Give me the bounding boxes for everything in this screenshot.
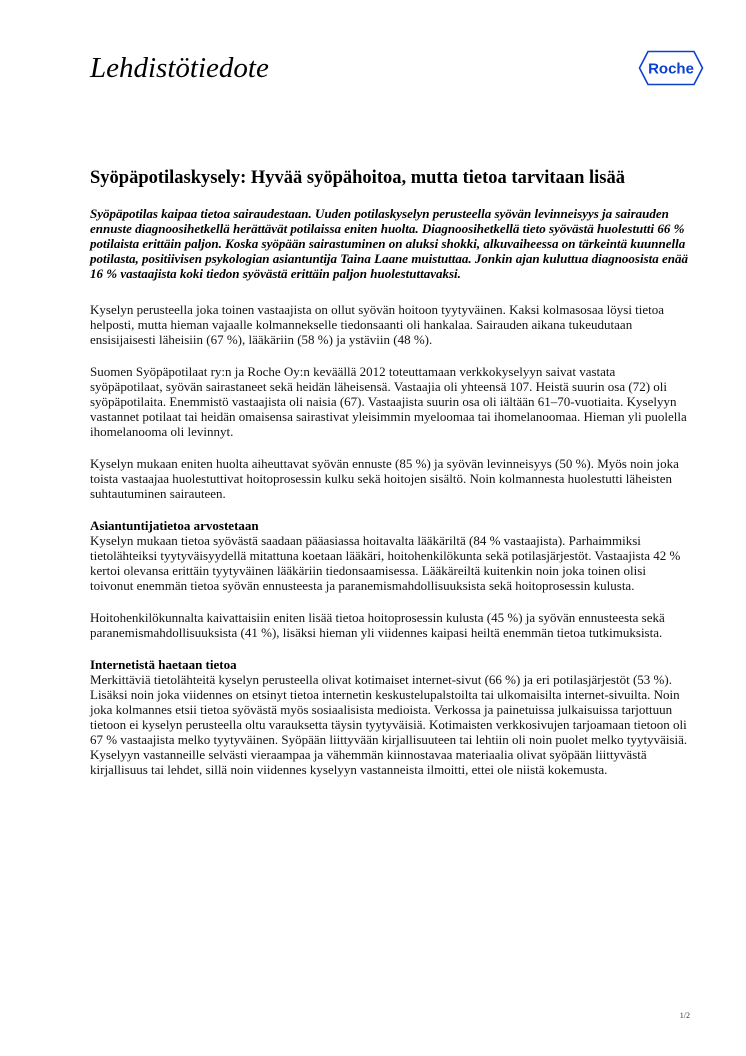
press-release-body <box>90 166 690 794</box>
body-paragraph: Kyselyn mukaan eniten huolta aiheuttavat syövän ennuste (85 %) ja syövän levinneisyys (50 %). Myös noin joka toista vastaajaa huolestuttivat hoitoprosessin kulku sekä hoitojen sisältö. Noin kolmannesta huolestutti läheisten suhtautuminen sairauteen. <box>90 456 679 501</box>
document-type-title: Lehdistötiedote <box>90 52 269 84</box>
body-paragraph: Suomen Syöpäpotilaat ry:n ja Roche Oy:n keväällä 2012 toteuttamaan verkkokyselyyn saivat vastata syöpäpotilaat, syövän sairastaneet sekä heidän läheisensä. Vastaajia oli yhteensä 107. Heistä suurin osa (72) oli syöpäpotilaita. Enemmistö vastaajista oli naisia (67). Vastaajista suurin osa oli iältään 61–70-vuotiaita. Kyselyyn vastannet potilaat tai heidän omaisensa sairastivat yleisimmin myeloomaa tai ihomelanoomaa. Hieman yli puolella ihomelanooma oli levinnyt. <box>90 364 687 439</box>
section-heading: Asiantuntijatietoa arvostetaan <box>90 518 259 533</box>
body-paragraph: Hoitohenkilökunnalta kaivattaisiin eniten lisää tietoa hoitoprosessin kulusta (45 %) ja syövän ennusteesta sekä paranemismahdollisuuksista (41 %), lisäksi hieman yli viidennes kaipasi heiltä enemmän tietoa tutkimuksista. <box>90 610 665 640</box>
lead-paragraph: Syöpäpotilas kaipaa tietoa sairaudestaan. Uuden potilaskyselyn perusteella syövän levinneisyys ja sairauden ennuste diagnoosihetkellä herättävät potilaissa eniten huolta. Diagnoosihetkellä tieto syövästä huolestutti 66 % potilaista erittäin paljon. Koska syöpään sairastuminen on aluksi shokki, alkuvaiheessa on tärkeintä kuunnella potilasta, positiivisen psykologian asiantuntija Taina Laane muistuttaa. Jonkin ajan kuluttua diagnoosista enää 16 % vastaajista koki tiedon syövästä erittäin paljon huolestuttavaksi. <box>90 206 689 281</box>
article-title: Syöpäpotilaskysely: Hyvää syöpähoitoa, mutta tietoa tarvitaan lisää <box>90 168 625 188</box>
roche-logo <box>638 50 704 86</box>
body-paragraph: Kyselyn mukaan tietoa syövästä saadaan pääasiassa hoitavalta lääkäriltä (84 % vastaajista). Parhaimmiksi tietolähteiksi tyytyväisyydellä mitattuna koetaan lääkäri, hoitohenkilökunta sekä potilasjärjestöt. Vastaajista 42 % kertoi olevansa erittäin tyytyväinen lääkäriin tiedonsaamisessa. Lääkäreiltä kuitenkin noin joka toinen olisi toivonut enemmän tietoa syövän ennusteesta ja paranemismahdollisuuksista sekä hoitoprosessin kulusta. <box>90 533 681 593</box>
page-header <box>90 50 704 90</box>
roche-logo-hexagon-icon <box>638 50 704 86</box>
body-paragraph: Kyselyn perusteella joka toinen vastaajista on ollut syövän hoitoon tyytyväinen. Kaksi kolmasosaa löysi tietoa helposti, mutta hieman vajaalle kolmannekselle tiedonsaanti oli hankalaa. Sairauden aikana tukeudutaan ensisijaisesti läheisiin (67 %), lääkäriin (58 %) ja ystäviin (48 %). <box>90 302 665 347</box>
page-number: 1/2 <box>679 1011 690 1020</box>
roche-logo-text: Roche <box>648 60 694 78</box>
section-heading: Internetistä haetaan tietoa <box>90 657 237 672</box>
body-paragraph: Merkittäviä tietolähteitä kyselyn perusteella olivat kotimaiset internet-sivut (66 %) ja eri potilasjärjestöt (53 %). Lisäksi noin joka viidennes on etsinyt tietoa internetin keskustelupalstoilta tai ulkomaisilta internet-sivuilta. Noin joka kolmannes etsii tietoa syövästä myös sosiaalisista medioista. Verkossa ja painetuissa julkaisuissa tarjottuun tietoon ei kyselyn perusteella oltu varauksetta täysin tyytyväisiä. Kotimaisten verkkosivujen tarjoamaan tietoon oli 67 % vastaajista melko tyytyväinen. Syöpään liittyvään kirjallisuuteen tai lehtiin oli noin puolet melko tyytyväisiä. Kyselyyn vastanneille selvästi vieraampaa ja vähemmän kiinnostavaa materiaalia olivat syöpään liittyvästä kirjallisuus tai lehdet, sillä noin viidennes kyselyyn vastanneista ilmoitti, ettei ole niistä kokemusta. <box>90 672 688 777</box>
